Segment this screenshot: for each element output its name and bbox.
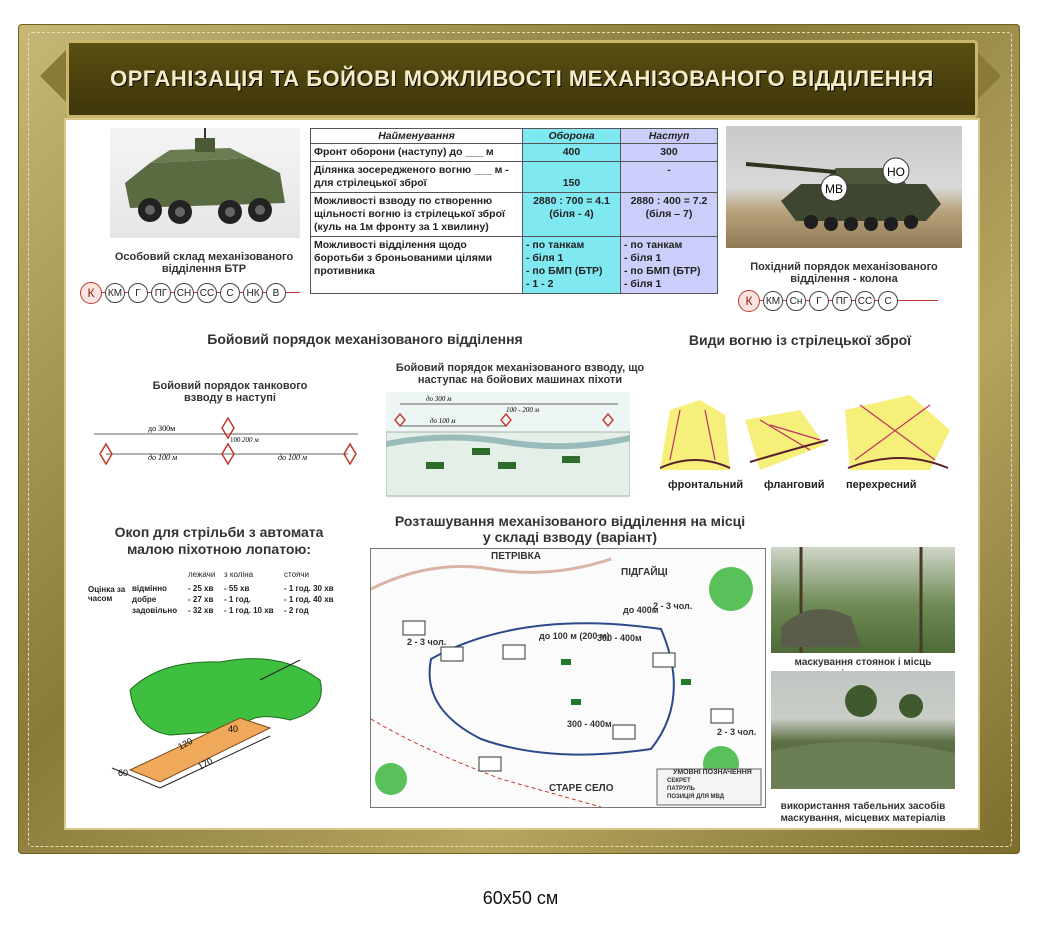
tank-label-no: НО	[887, 165, 905, 179]
table-row	[311, 162, 718, 193]
map-title: Розташування механізованого відділення на місці у складі взводу (варіант)	[394, 513, 746, 545]
masking-photo-2	[771, 671, 955, 789]
symbol: В	[266, 283, 286, 303]
symbol: ПГ	[151, 283, 171, 303]
trench-row-label: Оцінка за часом	[88, 585, 126, 603]
map-legend-title: УМОВНІ ПОЗНАЧЕННЯ	[673, 769, 752, 776]
tank-platoon-s200: 200 м	[242, 436, 259, 444]
trench-grade: добре	[132, 595, 157, 604]
map-label-300-400a: 300 - 400м	[597, 633, 642, 643]
tank-platoon-d300: до 300м	[148, 424, 176, 433]
mech-platoon-s100-200: 100 - 200 м	[506, 406, 540, 414]
map-label-d100: до 100 м (200 м)	[539, 631, 610, 641]
tank-platoon-s100: 100	[230, 436, 241, 444]
trench-dim-170: 170	[196, 755, 215, 772]
table-cell: Фронт оборони (наступу) до ___ м	[311, 144, 523, 162]
trench-cell: - 55 хв	[224, 584, 250, 593]
table-row	[311, 144, 718, 162]
trench-cell: - 27 хв	[188, 595, 214, 604]
trench-dim-120: 120	[176, 735, 195, 752]
tank-symbols	[738, 290, 898, 312]
map-label-crew: 2 - 3 чол.	[653, 601, 693, 611]
symbol: КМ	[763, 291, 783, 311]
size-label: 60х50 см	[482, 888, 559, 908]
apc-caption: Особовий склад механізованого відділення БТР	[114, 251, 294, 275]
fire-type-cross: перехресний	[846, 479, 917, 491]
symbol: ПГ	[832, 291, 852, 311]
trench-dim-60: 60	[118, 768, 129, 778]
fire-type-frontal: фронтальний	[668, 479, 744, 491]
fire-types-title: Види вогню із стрілецької зброї	[688, 332, 912, 348]
map-village-stare-selo: СТАРЕ СЕЛО	[549, 783, 614, 794]
trench-diagram	[100, 640, 340, 790]
tank-label-mv: МВ	[825, 182, 843, 196]
symbol: С	[878, 291, 898, 311]
trench-col-kneeling: з коліна	[224, 570, 254, 579]
table-cell: 150	[523, 162, 621, 193]
symbol: Г	[128, 283, 148, 303]
mech-platoon-diagram	[386, 392, 630, 498]
map-village-pidhaitsi: ПІДГАЙЦІ	[621, 567, 668, 578]
trench-grade: відмінно	[132, 584, 167, 593]
table-header: Найменування	[311, 129, 523, 144]
symbol: СС	[855, 291, 875, 311]
trench-cell: - 1 год. 30 хв	[284, 584, 334, 593]
table-cell: Ділянка зосередженого вогню ___ м - для стрілецької зброї	[311, 162, 523, 193]
table-cell: 2880 : 400 = 7.2 (біля – 7)	[620, 193, 717, 237]
mech-platoon-title: Бойовий порядок механізованого взводу, що наступає на бойових машинах піхоти	[395, 362, 645, 386]
map-label-crew: 2 - 3 чол.	[717, 727, 757, 737]
masking-caption-2: використання табельних засобів маскування, місцевих матеріалів	[780, 801, 946, 824]
symbol: Г	[809, 291, 829, 311]
table-header: Наступ	[620, 129, 717, 144]
table-cell: Можливості взводу по створенню щільності вогню із стрілецької зброї (куль на 1м фронту за 1 хвилину)	[311, 193, 523, 237]
table-cell: -	[620, 162, 717, 193]
symbol: С	[220, 283, 240, 303]
map-label-300-400b: 300 - 400м	[567, 719, 612, 729]
fire-type-flank: фланговий	[764, 479, 825, 491]
trench-grade: задовільно	[132, 606, 178, 615]
trench-cell: - 2 год	[284, 606, 309, 615]
trench-title: Окоп для стрільби з автомата малою піхотною лопатою:	[114, 524, 324, 557]
fire-types-diagram	[650, 390, 950, 480]
table-cell: Можливості відділення щодо боротьби з броньованими цілями противника	[311, 237, 523, 294]
symbol-k: К	[80, 282, 102, 304]
table-cell: 300	[620, 144, 717, 162]
masking-photo-1	[771, 547, 955, 653]
symbol-k: К	[738, 290, 760, 312]
trench-cell: - 32 хв	[188, 606, 214, 615]
capability-table	[310, 128, 718, 294]
symbol: СН	[174, 283, 194, 303]
table-header: Оборона	[523, 129, 621, 144]
tank-caption: Похідний порядок механізованого відділення - колона	[750, 261, 938, 285]
table-row	[311, 193, 718, 237]
table-cell: 400	[523, 144, 621, 162]
tank-platoon-diagram	[88, 412, 368, 480]
table-row	[311, 237, 718, 294]
title-bar	[66, 40, 978, 118]
tank-photo	[726, 126, 962, 248]
symbol: СС	[197, 283, 217, 303]
trench-col-lying: лежачи	[188, 570, 216, 579]
map-legend-item: ПОЗИЦІЯ ДЛЯ МВД	[667, 794, 725, 800]
map-village-petrivka: ПЕТРІВКА	[491, 551, 541, 562]
trench-cell: - 1 год. 40 хв	[284, 595, 334, 604]
symbol: КМ	[105, 283, 125, 303]
table-cell: - по танкам - біля 1 - по БМП (БТР) - біля 1	[620, 237, 717, 294]
trench-dim-40: 40	[228, 724, 239, 734]
symbol: НК	[243, 283, 263, 303]
symbol: Сн	[786, 291, 806, 311]
table-cell: - по танкам - біля 1 - по БМП (БТР) - 1 - 2	[523, 237, 621, 294]
tank-platoon-title: Бойовий порядок танкового взводу в наступі	[152, 380, 308, 404]
trench-cell: - 1 год. 10 хв	[224, 606, 274, 615]
mech-platoon-d300: до 300 м	[426, 395, 452, 403]
tank-platoon-d100b: до 100 м	[278, 453, 308, 462]
battle-order-title: Бойовий порядок механізованого відділення	[207, 331, 523, 347]
masking-caption-1: маскування стоянок і місць	[794, 657, 932, 668]
map-label-d400: до 400м	[623, 605, 659, 615]
mech-platoon-d100: до 100 м	[430, 417, 456, 425]
map-label-crew: 2 - 3 чол.	[407, 637, 447, 647]
apc-symbols	[80, 282, 286, 304]
apc-photo	[110, 128, 300, 238]
map-legend-item: СЕКРЕТ	[667, 778, 691, 784]
trench-col-standing: стоячи	[284, 570, 309, 579]
map-legend-item: ПАТРУЛЬ	[667, 786, 695, 792]
table-cell: 2880 : 700 = 4.1 (біля - 4)	[523, 193, 621, 237]
tank-platoon-d100a: до 100 м	[148, 453, 178, 462]
trench-cell: - 25 хв	[188, 584, 214, 593]
trench-cell: - 1 год.	[224, 595, 251, 604]
page-title: ОРГАНІЗАЦІЯ ТА БОЙОВІ МОЖЛИВОСТІ МЕХАНІЗОВАНОГО ВІДДІЛЕННЯ	[110, 66, 934, 91]
position-map	[370, 548, 766, 808]
